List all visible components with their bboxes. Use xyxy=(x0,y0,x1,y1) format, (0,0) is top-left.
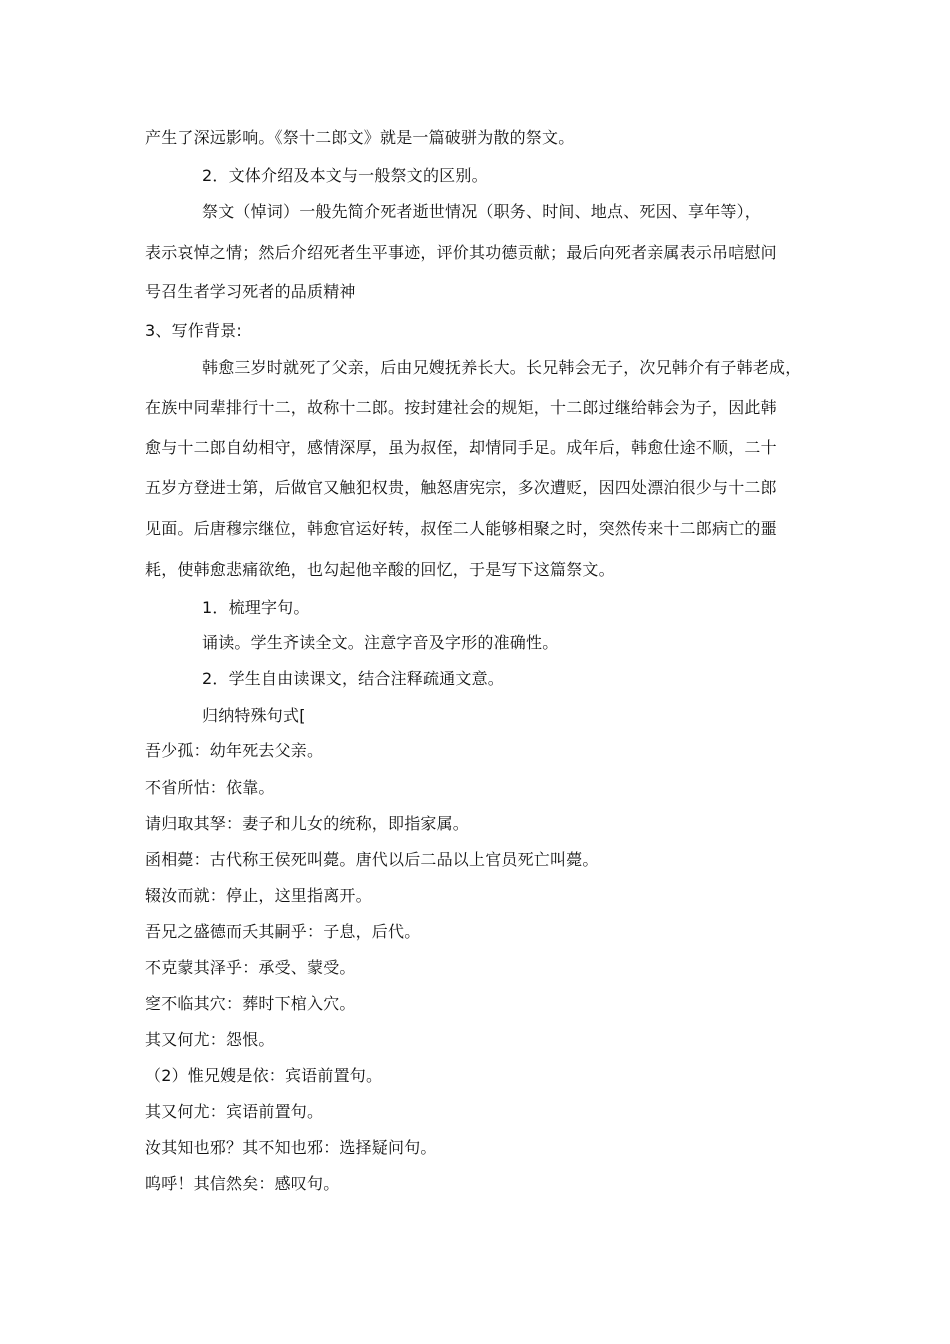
text-line-19: 请归取其孥：妻子和儿女的统称，即指家属。 xyxy=(145,814,470,833)
text-line-5: 号召生者学习死者的品质精神 xyxy=(145,282,356,301)
text-line-1: 产生了深远影响。《祭十二郎文》就是一篇破骈为散的祭文。 xyxy=(145,128,575,147)
text-line-14: 诵读。学生齐读全文。注意字音及字形的准确性。 xyxy=(202,633,559,652)
text-line-15: 2．学生自由读课文，结合注释疏通文意。 xyxy=(202,669,504,688)
text-line-4: 表示哀悼之情；然后介绍死者生平事迹，评价其功德贡献；最后向死者亲属表示吊唁慰问 xyxy=(145,243,777,262)
text-line-12: 耗，使韩愈悲痛欲绝，也勾起他辛酸的回忆，于是写下这篇祭文。 xyxy=(145,560,615,579)
text-line-2: 2．文体介绍及本文与一般祭文的区别。 xyxy=(202,166,488,185)
text-line-25: 其又何尤：怨恨。 xyxy=(145,1030,275,1049)
text-line-27: 其又何尤：宾语前置句。 xyxy=(145,1102,324,1121)
text-line-24: 窆不临其穴：葬时下棺入穴。 xyxy=(145,994,356,1013)
text-line-7: 韩愈三岁时就死了父亲，后由兄嫂抚养长大。长兄韩会无子，次兄韩介有子韩老成， xyxy=(202,358,802,377)
text-line-3: 祭文（悼词）一般先简介死者逝世情况（职务、时间、地点、死因、享年等）， xyxy=(202,202,762,221)
text-line-23: 不克蒙其泽乎：承受、蒙受。 xyxy=(145,958,356,977)
text-line-17: 吾少孤：幼年死去父亲。 xyxy=(145,741,324,760)
text-line-28: 汝其知也邪？其不知也邪：选择疑问句。 xyxy=(145,1138,437,1157)
text-line-20: 函相薨：古代称王侯死叫薨。唐代以后二品以上官员死亡叫薨。 xyxy=(145,850,599,869)
text-line-18: 不省所怙：依靠。 xyxy=(145,778,275,797)
text-line-29: 呜呼！其信然矣：感叹句。 xyxy=(145,1174,340,1193)
text-line-10: 五岁方登进士第，后做官又触犯权贵，触怒唐宪宗，多次遭贬，因四处漂泊很少与十二郎 xyxy=(145,478,777,497)
section-heading-writing-background: 3、写作背景: xyxy=(145,321,242,340)
text-line-8: 在族中同辈排行十二，故称十二郎。按封建社会的规矩，十二郎过继给韩会为子，因此韩 xyxy=(145,398,777,417)
text-line-11: 见面。后唐穆宗继位，韩愈官运好转，叔侄二人能够相聚之时，突然传来十二郎病亡的噩 xyxy=(145,519,777,538)
text-line-26: （2）惟兄嫂是依：宾语前置句。 xyxy=(145,1066,383,1085)
text-line-16: 归纳特殊句式[ xyxy=(202,706,306,725)
text-line-22: 吾兄之盛德而夭其嗣乎：子息，后代。 xyxy=(145,922,421,941)
text-line-9: 愈与十二郎自幼相守，感情深厚，虽为叔侄，却情同手足。成年后，韩愈仕途不顺，二十 xyxy=(145,438,777,457)
text-line-13: 1．梳理字句。 xyxy=(202,598,310,617)
text-line-21: 辍汝而就：停止，这里指离开。 xyxy=(145,886,372,905)
